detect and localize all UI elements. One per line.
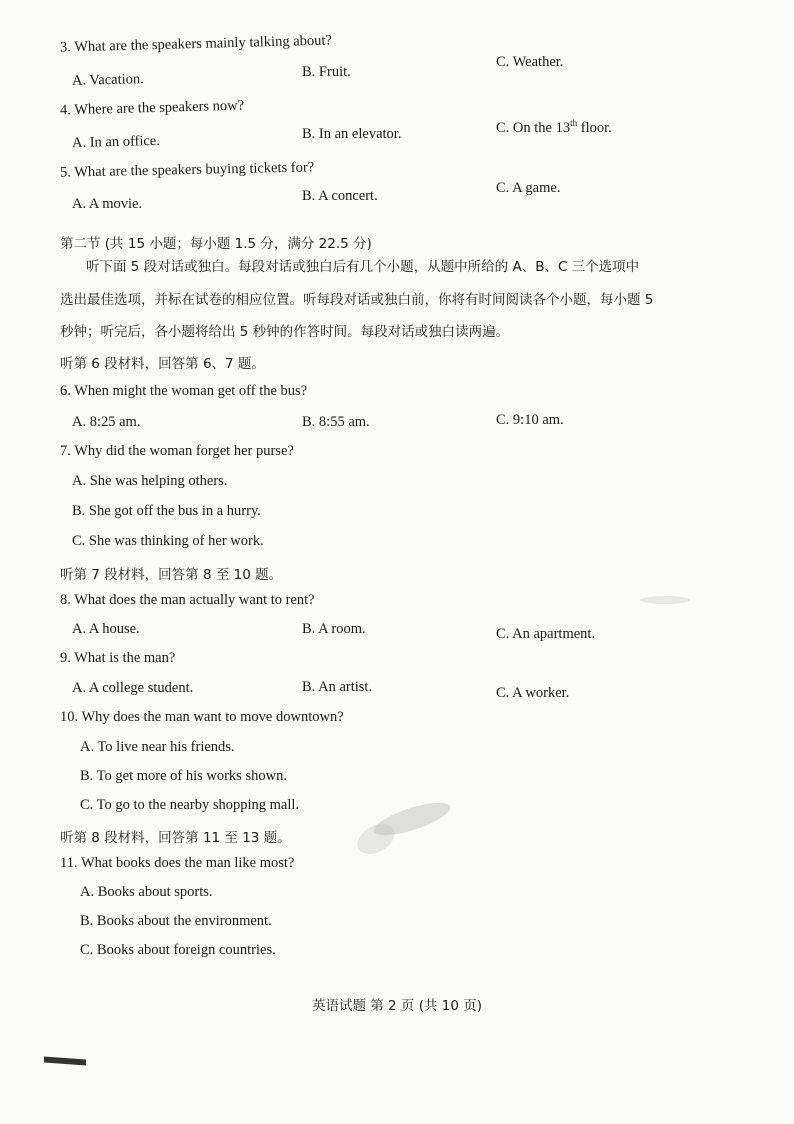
question-11: 11. What books does the man like most? <box>60 855 295 871</box>
instructions-line-2: 选出最佳选项，并标在试卷的相应位置。听每段对话或独白前，你将有时间阅读各个小题，每小题 5 <box>60 292 654 308</box>
q4-option-c-text: C. On the 13 <box>496 119 571 136</box>
q6-option-a: A. 8:25 am. <box>72 414 141 430</box>
question-8: 8. What does the man actually want to rent? <box>60 592 315 608</box>
q4-option-b: B. In an elevator. <box>302 126 402 142</box>
q9-option-a: A. A college student. <box>72 680 194 696</box>
q4-option-a: A. In an office. <box>71 132 161 152</box>
q8-option-a: A. A house. <box>72 621 140 637</box>
question-5: 5. What are the speakers buying tickets for? <box>59 159 315 181</box>
q11-option-b: B. Books about the environment. <box>80 913 272 929</box>
q6-option-b: B. 8:55 am. <box>302 414 370 430</box>
q5-option-c: C. A game. <box>496 180 561 196</box>
instructions-line-1: 听下面 5 段对话或独白。每段对话或独白后有几个小题，从题中所给的 A、B、C 三个选项中 <box>86 259 640 275</box>
q4-option-c-superscript: th <box>570 118 578 128</box>
q7-option-b: B. She got off the bus in a hurry. <box>72 503 261 519</box>
q3-option-b: B. Fruit. <box>302 64 351 80</box>
q5-option-a: A. A movie. <box>72 196 143 212</box>
question-3: 3. What are the speakers mainly talking about? <box>59 32 333 56</box>
question-10: 10. Why does the man want to move downtown? <box>60 709 344 725</box>
q7-option-c: C. She was thinking of her work. <box>72 533 264 549</box>
q11-option-c: C. Books about foreign countries. <box>80 942 276 958</box>
q3-option-c: C. Weather. <box>496 54 564 70</box>
material-6-label: 听第 6 段材料，回答第 6、7 题。 <box>60 356 265 372</box>
question-6: 6. When might the woman get off the bus? <box>60 383 308 399</box>
page-footer: 英语试题 第 2 页 (共 10 页) <box>311 998 483 1014</box>
scan-smudge <box>640 596 690 604</box>
q9-option-b: B. An artist. <box>302 679 373 695</box>
instructions-line-3: 秒钟；听完后，各小题将给出 5 秒钟的作答时间。每段对话或独白读两遍。 <box>60 324 510 340</box>
q8-option-b: B. A room. <box>302 621 366 637</box>
question-9: 9. What is the man? <box>60 650 176 666</box>
material-7-label: 听第 7 段材料，回答第 8 至 10 题。 <box>60 567 283 583</box>
q7-option-a: A. She was helping others. <box>72 473 228 489</box>
q8-option-c: C. An apartment. <box>496 626 596 642</box>
q4-option-c <box>496 118 612 137</box>
q10-option-c: C. To go to the nearby shopping mall. <box>80 797 300 813</box>
q3-option-a: A. Vacation. <box>71 71 145 89</box>
q10-option-a: A. To live near his friends. <box>80 739 235 755</box>
section-2-heading: 第二节 (共 15 小题；每小题 1.5 分，满分 22.5 分) <box>60 236 372 252</box>
q11-option-a: A. Books about sports. <box>80 884 213 900</box>
q6-option-c: C. 9:10 am. <box>496 412 564 428</box>
q9-option-c: C. A worker. <box>496 685 570 701</box>
q10-option-b: B. To get more of his works shown. <box>80 768 287 784</box>
question-4: 4. Where are the speakers now? <box>59 97 245 119</box>
material-8-label: 听第 8 段材料，回答第 11 至 13 题。 <box>60 830 291 846</box>
scan-edge-mark <box>44 1057 86 1066</box>
q4-option-c-suffix: floor. <box>577 119 612 136</box>
q5-option-b: B. A concert. <box>302 188 378 204</box>
question-7: 7. Why did the woman forget her purse? <box>60 443 294 459</box>
